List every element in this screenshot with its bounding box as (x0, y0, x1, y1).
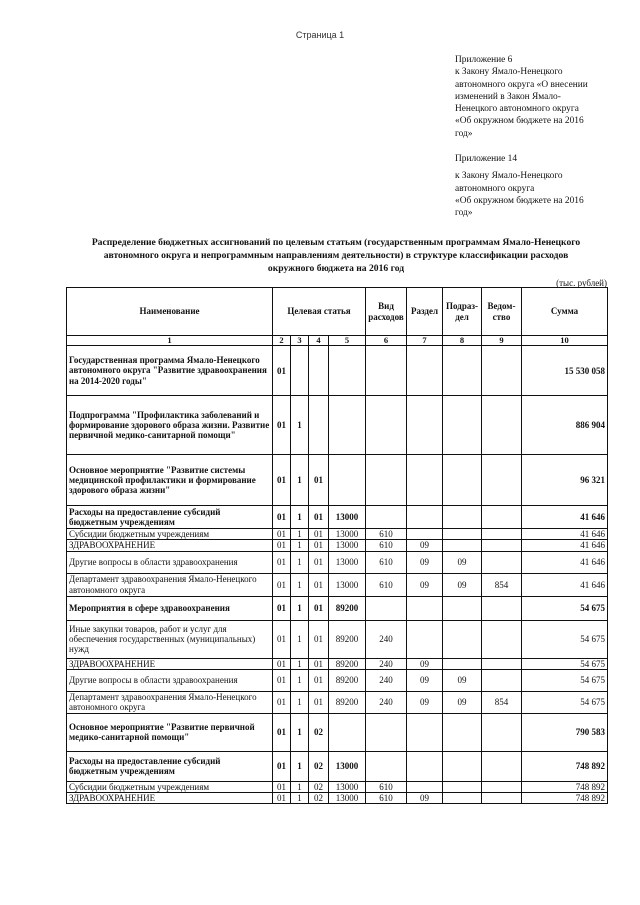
cell-row-name: Департамент здравоохранения Ямало-Ненецкого автономного округа (67, 573, 273, 596)
cell-subsection (443, 346, 482, 396)
cell-target-measure: 02 (309, 781, 329, 792)
cell-target-program: 01 (273, 455, 291, 506)
cell-subsection (443, 596, 482, 620)
cell-department (482, 620, 522, 658)
cell-target-subprogram: 1 (291, 691, 309, 713)
cell-target-measure: 01 (309, 529, 329, 540)
cell-amount: 96 321 (522, 455, 608, 506)
cell-expense-type (366, 713, 407, 751)
appendix-6-line: к Закону Ямало-Ненецкого (455, 67, 563, 78)
cell-amount: 41 646 (522, 573, 608, 596)
cell-row-name: ЗДРАВООХРАНЕНИЕ (67, 793, 273, 804)
appendix-14-note (455, 153, 615, 219)
cell-target-subprogram: 1 (291, 573, 309, 596)
cell-target-program: 01 (273, 540, 291, 551)
appendix-6-line: изменений в Закон Ямало- (455, 91, 561, 102)
cell-section (407, 713, 443, 751)
cell-amount: 41 646 (522, 551, 608, 573)
cell-amount: 748 892 (522, 793, 608, 804)
column-number-row (67, 336, 608, 346)
cell-target-program: 01 (273, 620, 291, 658)
cell-amount: 41 646 (522, 540, 608, 551)
cell-target-direction (329, 346, 366, 396)
cell-target-program: 01 (273, 713, 291, 751)
cell-row-name: Основное мероприятие "Развитие первичной медико-санитарной помощи" (67, 713, 273, 751)
cell-department (482, 751, 522, 781)
cell-amount: 748 892 (522, 751, 608, 781)
table-row (67, 658, 608, 669)
cell-subsection (443, 620, 482, 658)
cell-target-program: 01 (273, 658, 291, 669)
cell-target-program: 01 (273, 529, 291, 540)
appendix-6-line: Ненецкого автономного округа (455, 104, 579, 115)
appendix-6-line: год» (455, 128, 473, 139)
cell-target-direction: 89200 (329, 691, 366, 713)
cell-subsection (443, 455, 482, 506)
cell-expense-type: 610 (366, 781, 407, 792)
table-row (67, 346, 608, 396)
cell-amount: 54 675 (522, 669, 608, 691)
table-row (67, 669, 608, 691)
cell-row-name: Другие вопросы в области здравоохранения (67, 551, 273, 573)
cell-department (482, 346, 522, 396)
header-subsection: Подраз-дел (443, 288, 482, 336)
cell-department (482, 455, 522, 506)
cell-target-direction: 13000 (329, 540, 366, 551)
cell-target-subprogram: 1 (291, 596, 309, 620)
cell-department (482, 596, 522, 620)
cell-row-name: Мероприятия в сфере здравоохранения (67, 596, 273, 620)
cell-target-direction: 13000 (329, 529, 366, 540)
cell-target-measure: 01 (309, 691, 329, 713)
column-number: 9 (482, 336, 522, 346)
cell-target-direction: 13000 (329, 781, 366, 792)
cell-row-name: Иные закупки товаров, работ и услуг для обеспечения государственных (муниципальных) нужд (67, 620, 273, 658)
column-number: 1 (67, 336, 273, 346)
cell-amount: 41 646 (522, 529, 608, 540)
cell-expense-type: 240 (366, 658, 407, 669)
cell-expense-type (366, 751, 407, 781)
cell-target-subprogram: 1 (291, 620, 309, 658)
cell-department (482, 781, 522, 792)
cell-subsection (443, 781, 482, 792)
appendix-6-line: автономного округа «О внесении (455, 79, 588, 90)
cell-target-measure: 01 (309, 506, 329, 529)
cell-target-subprogram: 1 (291, 506, 309, 529)
cell-target-subprogram: 1 (291, 751, 309, 781)
document-title (68, 236, 604, 275)
cell-target-direction: 13000 (329, 573, 366, 596)
appendix-14-line: «Об окружном бюджете на 2016 (455, 195, 584, 206)
column-number: 6 (366, 336, 407, 346)
cell-section: 09 (407, 691, 443, 713)
cell-section: 09 (407, 658, 443, 669)
cell-target-program: 01 (273, 691, 291, 713)
cell-subsection: 09 (443, 573, 482, 596)
cell-target-measure (309, 346, 329, 396)
appendix-6-note (455, 54, 615, 140)
table-row (67, 551, 608, 573)
cell-row-name: Субсидии бюджетным учреждениям (67, 529, 273, 540)
cell-target-direction: 89200 (329, 596, 366, 620)
cell-section (407, 620, 443, 658)
cell-target-direction: 13000 (329, 506, 366, 529)
cell-department (482, 529, 522, 540)
cell-department (482, 793, 522, 804)
cell-expense-type (366, 596, 407, 620)
cell-amount: 54 675 (522, 691, 608, 713)
table-row (67, 506, 608, 529)
cell-target-program: 01 (273, 751, 291, 781)
cell-target-subprogram (291, 346, 309, 396)
table-row (67, 573, 608, 596)
table-row (67, 620, 608, 658)
cell-target-program: 01 (273, 573, 291, 596)
cell-subsection (443, 506, 482, 529)
appendix-14-line: Приложение 14 (455, 154, 518, 164)
table-row (67, 713, 608, 751)
cell-section (407, 751, 443, 781)
appendix-14-line: год» (455, 208, 473, 219)
cell-target-measure: 01 (309, 573, 329, 596)
cell-department (482, 396, 522, 455)
table-row (67, 596, 608, 620)
cell-section (407, 346, 443, 396)
cell-row-name: ЗДРАВООХРАНЕНИЕ (67, 658, 273, 669)
cell-section: 09 (407, 551, 443, 573)
cell-target-program: 01 (273, 346, 291, 396)
cell-row-name: ЗДРАВООХРАНЕНИЕ (67, 540, 273, 551)
budget-table (66, 287, 608, 804)
cell-department: 854 (482, 573, 522, 596)
cell-target-direction: 13000 (329, 793, 366, 804)
header-name: Наименование (67, 288, 273, 336)
cell-expense-type: 610 (366, 540, 407, 551)
header-target-article: Целевая статья (273, 288, 366, 336)
header-expense-type: Вид расходов (366, 288, 407, 336)
cell-target-direction (329, 713, 366, 751)
cell-amount: 748 892 (522, 781, 608, 792)
cell-target-program: 01 (273, 506, 291, 529)
cell-section: 09 (407, 540, 443, 551)
table-row (67, 751, 608, 781)
cell-section: 09 (407, 573, 443, 596)
cell-target-program: 01 (273, 396, 291, 455)
document-title-line: автономного округа и непрограммным направлениям деятельности) в структуре классификации расходов (103, 250, 569, 261)
cell-row-name: Субсидии бюджетным учреждениям (67, 781, 273, 792)
cell-section (407, 396, 443, 455)
column-number: 7 (407, 336, 443, 346)
table-row (67, 540, 608, 551)
cell-target-subprogram: 1 (291, 529, 309, 540)
table-row (67, 396, 608, 455)
cell-target-direction: 89200 (329, 658, 366, 669)
table-row (67, 529, 608, 540)
cell-section (407, 529, 443, 540)
column-number: 2 (273, 336, 291, 346)
document-title-line: окружного бюджета на 2016 год (267, 263, 405, 274)
cell-row-name: Департамент здравоохранения Ямало-Ненецкого автономного округа (67, 691, 273, 713)
cell-section: 09 (407, 669, 443, 691)
cell-row-name: Государственная программа Ямало-Ненецкого автономного округа "Развитие здравоохранения на 2014-2020 годы" (67, 346, 273, 396)
cell-target-measure: 01 (309, 669, 329, 691)
cell-target-subprogram: 1 (291, 396, 309, 455)
cell-subsection (443, 793, 482, 804)
document-title-line: Распределение бюджетных ассигнований по целевым статьям (государственным программам Ямало-Ненецкого (91, 237, 581, 248)
cell-row-name: Другие вопросы в области здравоохранения (67, 669, 273, 691)
cell-target-measure: 02 (309, 713, 329, 751)
cell-target-measure: 01 (309, 658, 329, 669)
cell-subsection: 09 (443, 691, 482, 713)
cell-department (482, 713, 522, 751)
cell-row-name: Расходы на предоставление субсидий бюджетным учреждениям (67, 751, 273, 781)
cell-target-subprogram: 1 (291, 540, 309, 551)
cell-subsection (443, 396, 482, 455)
cell-expense-type: 610 (366, 573, 407, 596)
cell-target-measure (309, 396, 329, 455)
cell-target-subprogram: 1 (291, 455, 309, 506)
cell-amount: 54 675 (522, 620, 608, 658)
cell-target-direction (329, 455, 366, 506)
cell-target-program: 01 (273, 793, 291, 804)
column-number: 3 (291, 336, 309, 346)
cell-department (482, 540, 522, 551)
cell-amount: 54 675 (522, 658, 608, 669)
cell-expense-type: 610 (366, 529, 407, 540)
cell-target-subprogram: 1 (291, 669, 309, 691)
cell-expense-type (366, 455, 407, 506)
cell-section (407, 781, 443, 792)
cell-department (482, 669, 522, 691)
cell-expense-type (366, 506, 407, 529)
column-number: 4 (309, 336, 329, 346)
cell-target-measure: 01 (309, 551, 329, 573)
appendix-6-line: «Об окружном бюджете на 2016 (455, 116, 584, 127)
cell-target-direction: 89200 (329, 669, 366, 691)
cell-target-direction: 13000 (329, 551, 366, 573)
cell-target-direction (329, 396, 366, 455)
cell-amount: 15 530 058 (522, 346, 608, 396)
column-number: 8 (443, 336, 482, 346)
cell-target-measure: 01 (309, 596, 329, 620)
cell-target-measure: 02 (309, 751, 329, 781)
cell-target-subprogram: 1 (291, 658, 309, 669)
cell-target-measure: 01 (309, 455, 329, 506)
cell-amount: 41 646 (522, 506, 608, 529)
cell-target-measure: 01 (309, 540, 329, 551)
cell-section (407, 596, 443, 620)
cell-subsection: 09 (443, 669, 482, 691)
cell-subsection (443, 751, 482, 781)
table-row (67, 781, 608, 792)
header-department: Ведом-ство (482, 288, 522, 336)
cell-section: 09 (407, 793, 443, 804)
cell-section (407, 455, 443, 506)
table-row (67, 793, 608, 804)
cell-expense-type: 240 (366, 691, 407, 713)
cell-expense-type (366, 396, 407, 455)
cell-target-program: 01 (273, 596, 291, 620)
table-row (67, 455, 608, 506)
cell-row-name: Расходы на предоставление субсидий бюджетным учреждениям (67, 506, 273, 529)
appendix-6-line: Приложение 6 (455, 55, 513, 65)
cell-amount: 54 675 (522, 596, 608, 620)
header-section: Раздел (407, 288, 443, 336)
cell-target-direction: 89200 (329, 620, 366, 658)
table-row (67, 691, 608, 713)
cell-target-subprogram: 1 (291, 781, 309, 792)
cell-subsection (443, 529, 482, 540)
cell-department: 854 (482, 691, 522, 713)
cell-expense-type (366, 346, 407, 396)
cell-subsection (443, 540, 482, 551)
cell-target-measure: 02 (309, 793, 329, 804)
cell-subsection (443, 658, 482, 669)
cell-amount: 790 583 (522, 713, 608, 751)
header-amount: Сумма (522, 288, 608, 336)
cell-target-measure: 01 (309, 620, 329, 658)
cell-target-subprogram: 1 (291, 551, 309, 573)
cell-target-subprogram: 1 (291, 713, 309, 751)
cell-target-program: 01 (273, 781, 291, 792)
cell-department (482, 506, 522, 529)
appendix-14-line: автономного округа (455, 183, 535, 194)
cell-subsection: 09 (443, 551, 482, 573)
cell-row-name: Подпрограмма "Профилактика заболеваний и формирование здорового образа жизни. Развитие первичной медико-санитарной помощи" (67, 396, 273, 455)
cell-expense-type: 610 (366, 551, 407, 573)
column-number: 10 (522, 336, 608, 346)
budget-table-body (67, 346, 608, 804)
cell-expense-type: 240 (366, 620, 407, 658)
cell-target-program: 01 (273, 551, 291, 573)
cell-subsection (443, 713, 482, 751)
page-number: Страница 1 (295, 30, 345, 40)
column-number: 5 (329, 336, 366, 346)
cell-department (482, 551, 522, 573)
cell-department (482, 658, 522, 669)
units-label: (тыс. рублей) (556, 278, 607, 288)
cell-target-program: 01 (273, 669, 291, 691)
cell-row-name: Основное мероприятие "Развитие системы медицинской профилактики и формирование здорового образа жизни" (67, 455, 273, 506)
cell-amount: 886 904 (522, 396, 608, 455)
cell-target-direction: 13000 (329, 751, 366, 781)
appendix-14-line: к Закону Ямало-Ненецкого (455, 171, 563, 182)
cell-expense-type: 610 (366, 793, 407, 804)
cell-expense-type: 240 (366, 669, 407, 691)
cell-section (407, 506, 443, 529)
cell-target-subprogram: 1 (291, 793, 309, 804)
